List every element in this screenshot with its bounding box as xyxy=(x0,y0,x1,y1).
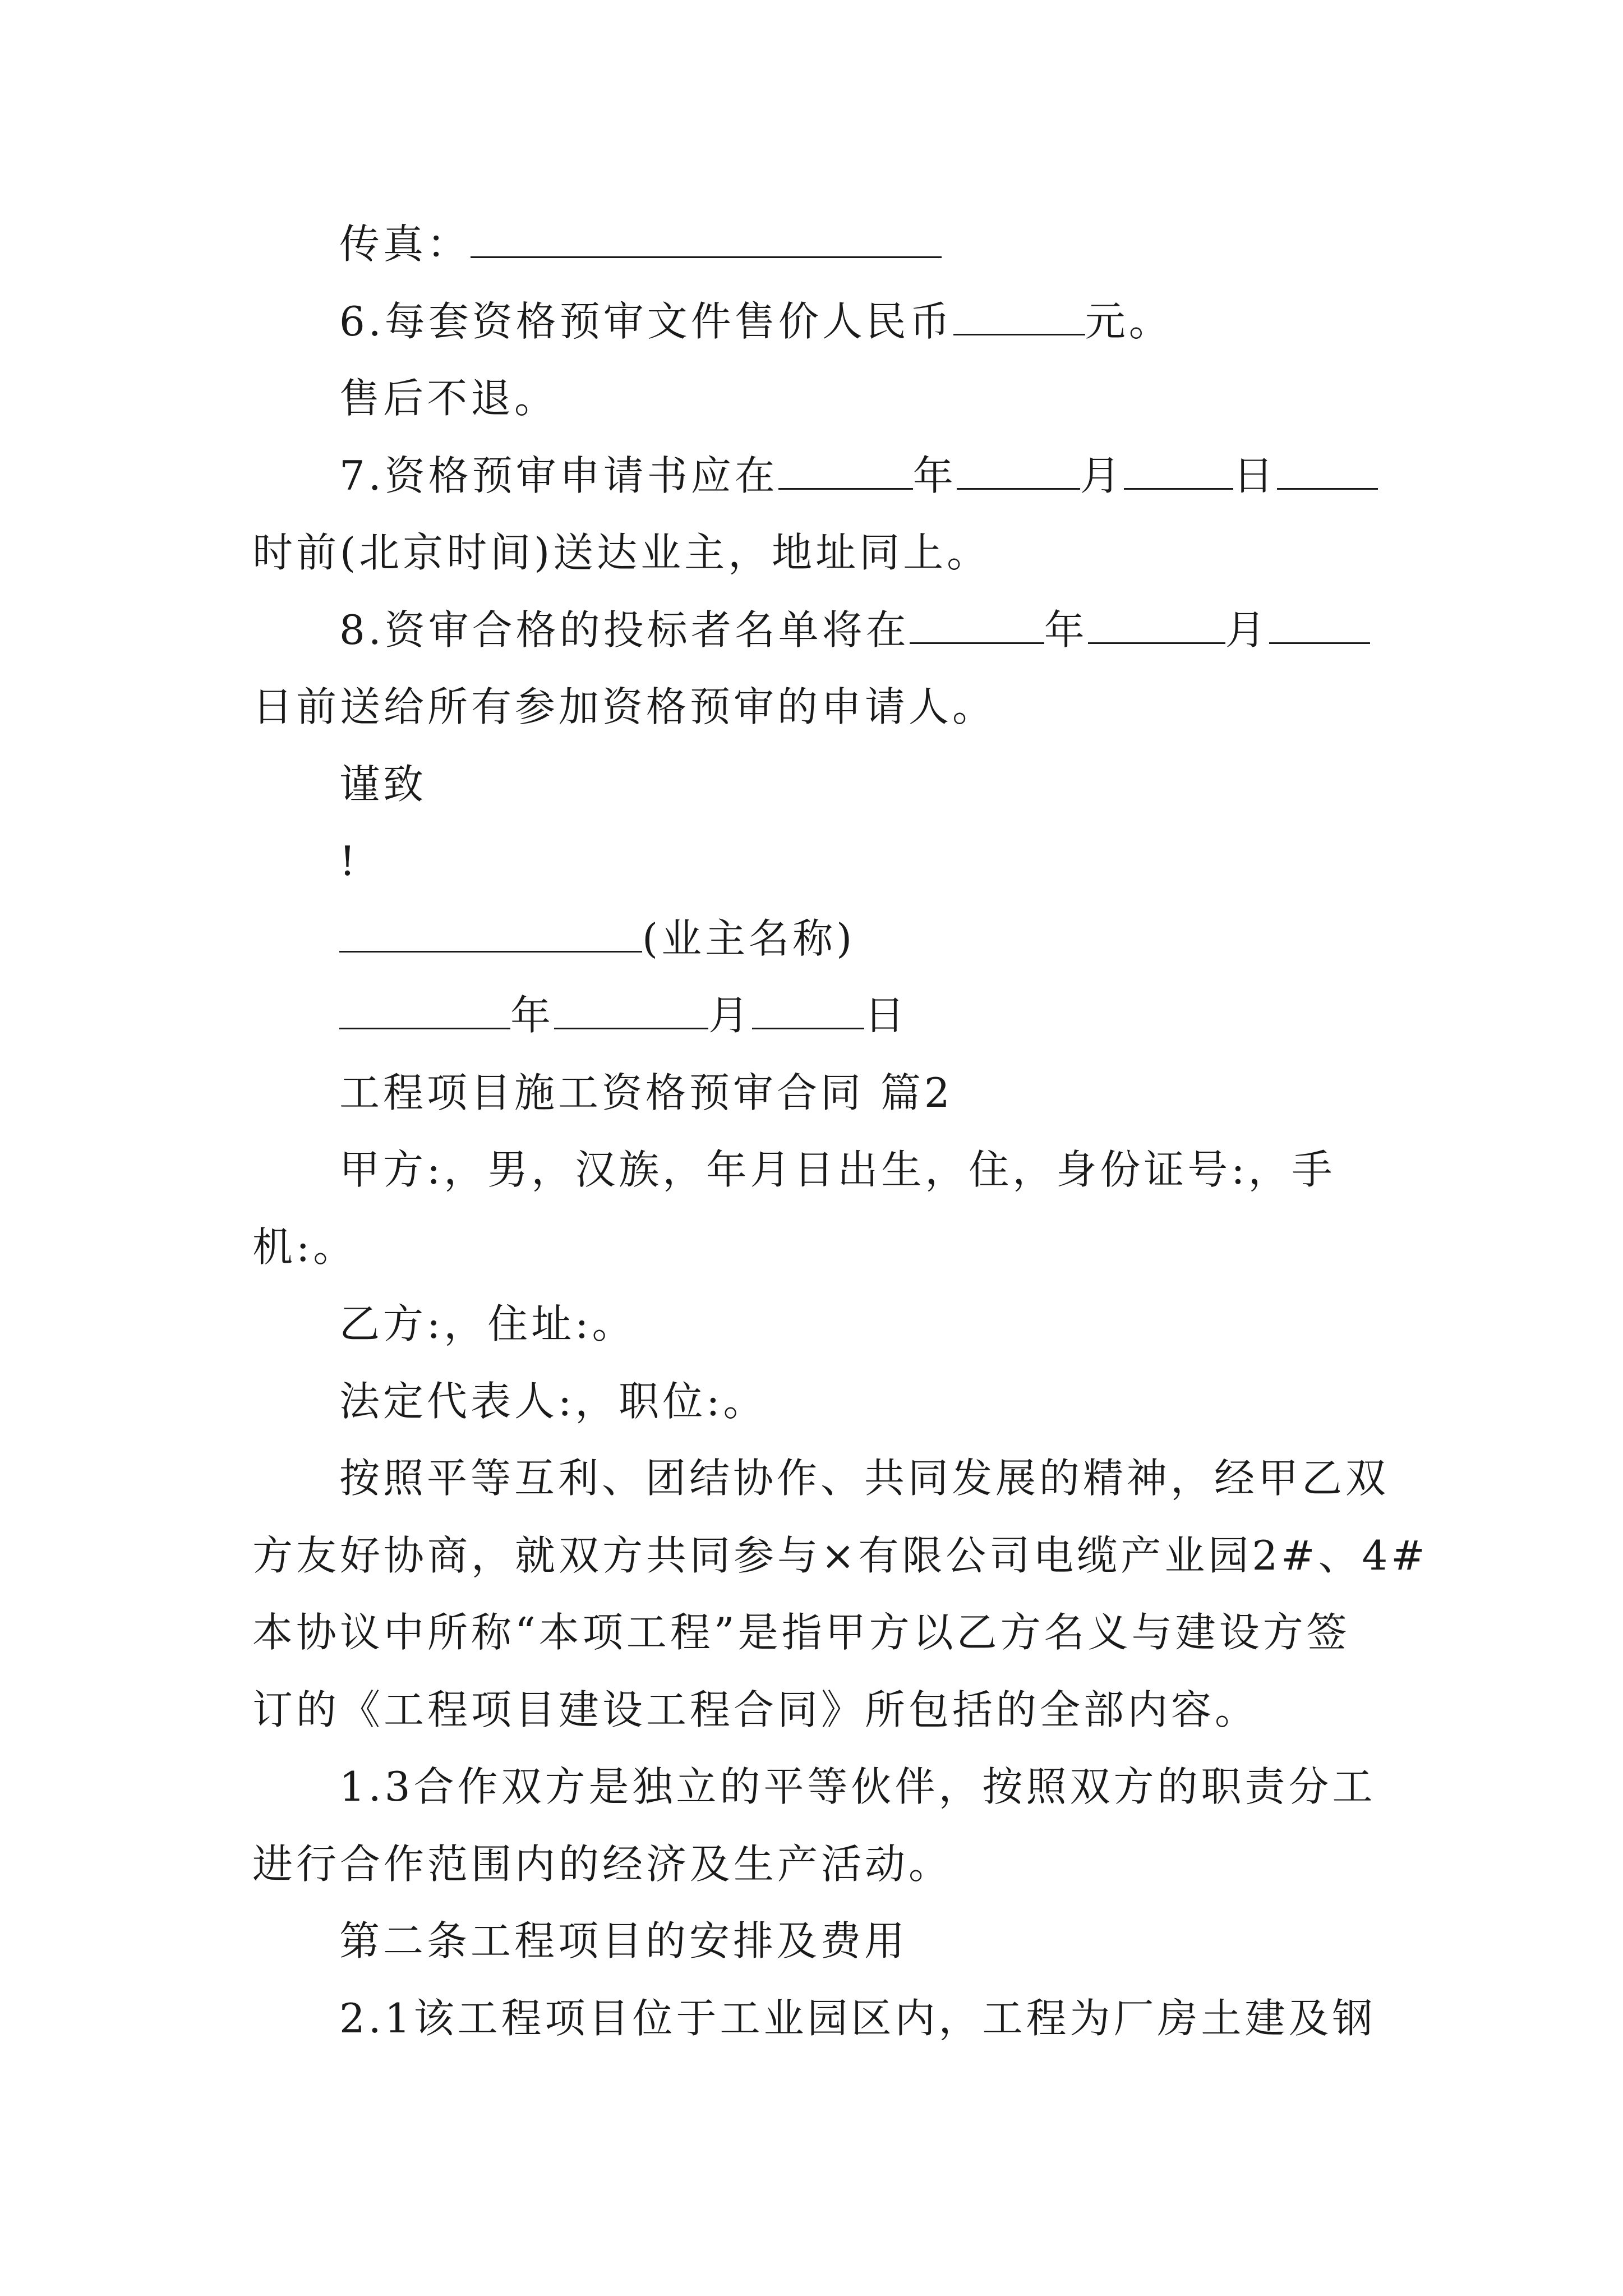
item8-year-blank xyxy=(910,608,1044,644)
legal-rep-text: 法定代表人:，职位:。 xyxy=(339,1378,767,1425)
item7-cont-text: 时前(北京时间)送达业主，地址同上。 xyxy=(252,529,991,576)
item7-text: 7.资格预审申请书应在 xyxy=(339,452,778,499)
price-blank xyxy=(953,299,1085,335)
date-month-label: 月 xyxy=(708,992,753,1039)
item13-text-b: 进行合作范围内的经济及生产活动。 xyxy=(252,1841,953,1888)
item8-month-blank xyxy=(1088,608,1225,644)
date-year-blank xyxy=(339,993,510,1029)
paragraph1-text-a: 按照平等互利、团结协作、共同发展的精神，经甲乙双 xyxy=(339,1455,1390,1502)
article2-heading xyxy=(0,1910,1623,1972)
item7-hour-blank xyxy=(1277,453,1378,490)
item6-text: 6.每套资格预审文件售价人民币 xyxy=(339,298,953,345)
party-a-cont-text: 机:。 xyxy=(252,1223,357,1271)
party-a-text: 甲方:，男，汉族，年月日出生，住，身份证号:，手 xyxy=(339,1146,1336,1193)
party-b-line xyxy=(0,1293,1623,1355)
party-a-line-a xyxy=(0,1139,1623,1200)
date-day-label: 日 xyxy=(864,992,909,1039)
item8-text: 8.资审合格的投标者名单将在 xyxy=(339,606,910,654)
exclaim-line xyxy=(0,830,1623,892)
item13-line-a xyxy=(0,1756,1623,1818)
item6-unit: 元。 xyxy=(1085,298,1173,345)
paragraph1-text-b: 方友好协商，就双方共同参与×有限公司电缆产业园2#、4# xyxy=(252,1532,1428,1579)
item21-line xyxy=(0,1987,1623,2049)
no-refund-text: 售后不退。 xyxy=(339,375,559,422)
item7-year-label: 年 xyxy=(912,452,957,499)
paragraph1-text-c: 本协议中所称“本项工程”是指甲方以乙方名义与建设方签 xyxy=(252,1609,1350,1656)
item6-line xyxy=(0,291,1623,352)
fax-blank xyxy=(471,222,942,258)
item8-line-a xyxy=(0,599,1623,661)
legal-rep-line xyxy=(0,1370,1623,1432)
party-b-text: 乙方:，住址:。 xyxy=(339,1300,636,1347)
party-a-line-b xyxy=(0,1216,1623,1278)
paragraph1-line-a xyxy=(0,1447,1623,1509)
paragraph1-line-c xyxy=(0,1602,1623,1663)
owner-line xyxy=(0,908,1623,969)
item8-year-label: 年 xyxy=(1044,606,1088,654)
item8-month-label: 月 xyxy=(1225,606,1269,654)
owner-label: (业主名称) xyxy=(642,915,856,962)
date-day-blank xyxy=(752,993,864,1029)
fax-line xyxy=(0,213,1623,275)
greeting-line xyxy=(0,753,1623,815)
date-year-label: 年 xyxy=(510,992,555,1039)
section-title xyxy=(0,1062,1623,1124)
date-month-blank xyxy=(554,993,708,1029)
paragraph1-line-d xyxy=(0,1679,1623,1741)
exclaim-text: ! xyxy=(339,838,359,885)
paragraph1-line-b xyxy=(0,1525,1623,1586)
item8-line-b xyxy=(0,676,1623,738)
item7-year-blank xyxy=(778,453,913,490)
greeting-text: 谨致 xyxy=(339,761,427,808)
item7-day-label: 日 xyxy=(1233,452,1277,499)
item21-text: 2.1该工程项目位于工业园区内，工程为厂房土建及钢 xyxy=(339,1995,1376,2042)
paragraph1-text-d: 订的《工程项目建设工程合同》所包括的全部内容。 xyxy=(252,1686,1259,1733)
item7-month-label: 月 xyxy=(1080,452,1124,499)
item7-line-a xyxy=(0,445,1623,507)
item7-day-blank xyxy=(1124,453,1233,490)
item7-month-blank xyxy=(957,453,1080,490)
article2-text: 第二条工程项目的安排及费用 xyxy=(339,1917,909,1964)
item8-day-blank xyxy=(1269,608,1370,644)
fax-label: 传真： xyxy=(339,220,471,268)
section-title-text: 工程项目施工资格预审合同 篇2 xyxy=(339,1069,953,1116)
item8-cont-text: 日前送给所有参加资格预审的申请人。 xyxy=(252,683,997,730)
no-refund-line xyxy=(0,367,1623,429)
item13-line-b xyxy=(0,1833,1623,1895)
date-line xyxy=(0,984,1623,1046)
item13-text-a: 1.3合作双方是独立的平等伙伴，按照双方的职责分工 xyxy=(339,1763,1376,1810)
owner-blank xyxy=(339,916,642,953)
item7-line-b xyxy=(0,522,1623,583)
